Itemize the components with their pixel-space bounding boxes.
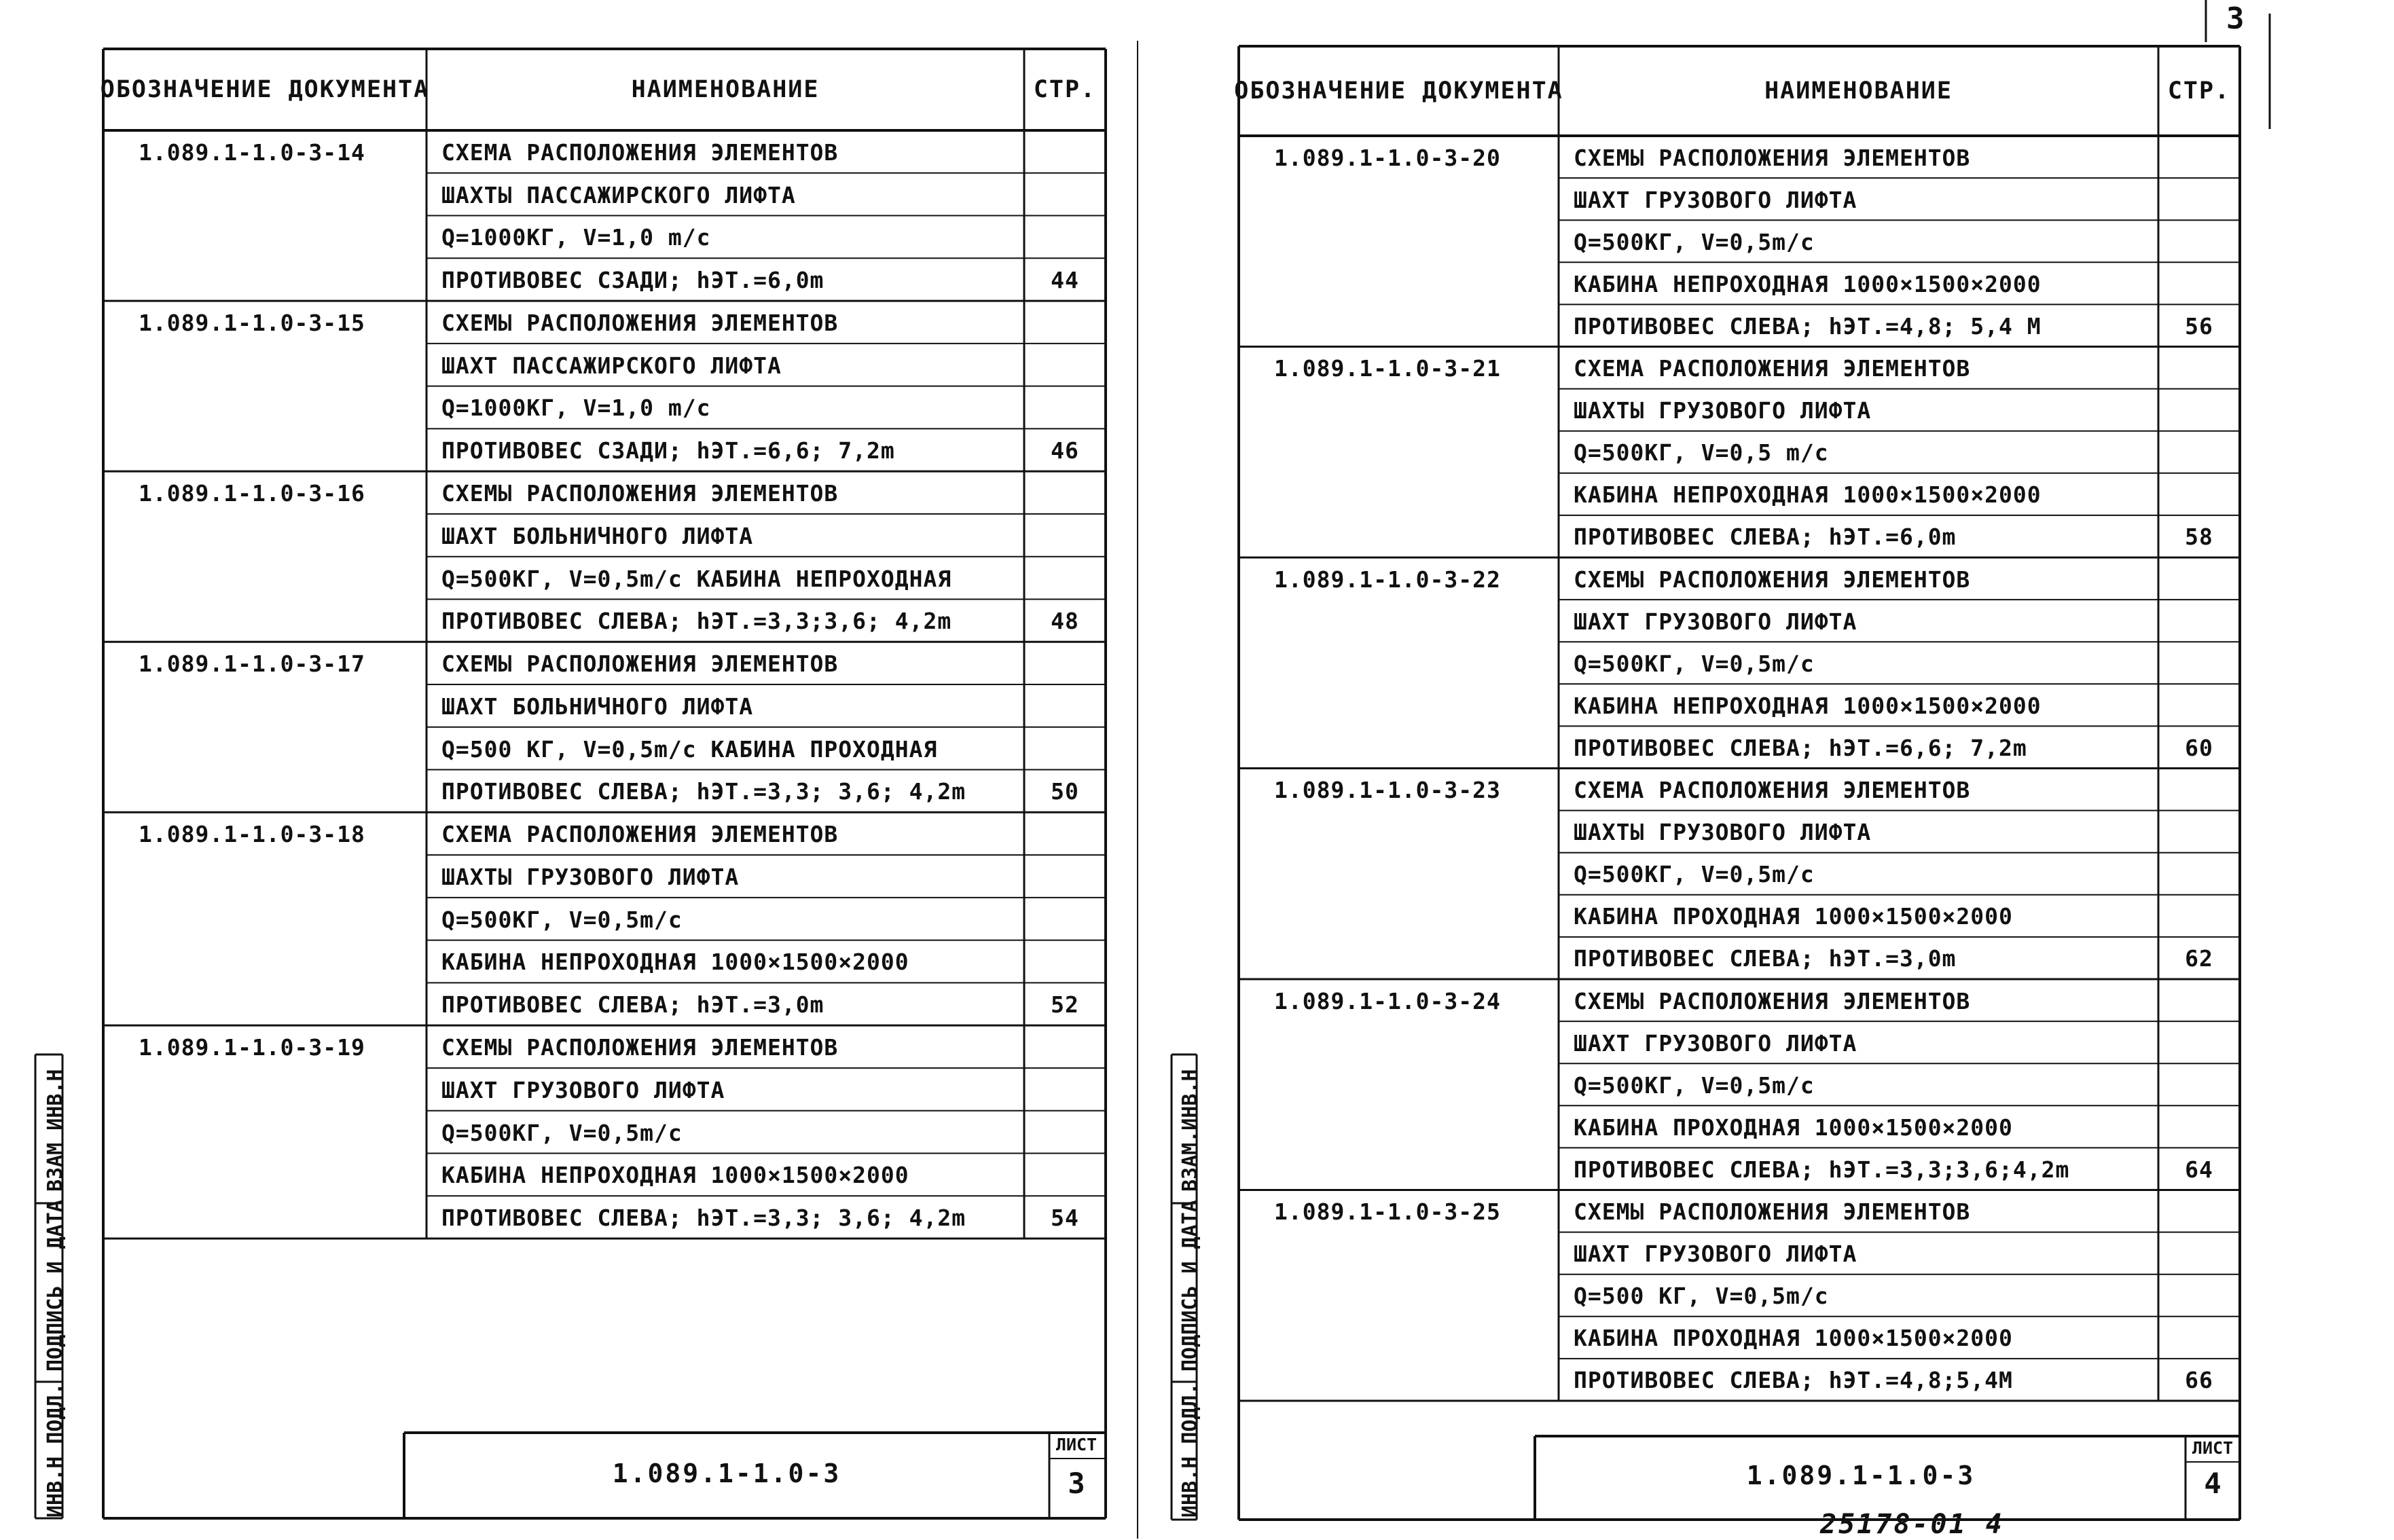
page-number-cell — [2158, 263, 2240, 304]
document-name-cell: ШАХТ БОЛЬНИЧНОГО ЛИФТА — [441, 522, 754, 549]
document-name-cell: КАБИНА НЕПРОХОДНАЯ 1000×1500×2000 — [1574, 481, 2042, 509]
document-code-cell — [1239, 1318, 1594, 1359]
document-code-cell — [1239, 601, 1594, 642]
document-name-cell: ПРОТИВОВЕС СЗАДИ; hЭТ.=6,6; 7,2m — [441, 437, 895, 464]
page-number-cell — [2158, 812, 2240, 853]
document-name-cell: СХЕМЫ РАСПОЛОЖЕНИЯ ЭЛЕМЕНТОВ — [1574, 1198, 1971, 1226]
left-sheet-number: 3 — [1068, 1467, 1085, 1500]
header-name: НАИМЕНОВАНИЕ — [631, 76, 820, 103]
document-name-cell: СХЕМА РАСПОЛОЖЕНИЯ ЭЛЕМЕНТОВ — [441, 139, 839, 166]
document-name-cell: ШАХТ ГРУЗОВОГО ЛИФТА — [1574, 186, 1857, 213]
page-number-cell — [2158, 1276, 2240, 1317]
document-code-cell — [1239, 1149, 1594, 1190]
document-name-cell: Q=500КГ, V=0,5m/c — [441, 906, 683, 933]
document-name-cell: ПРОТИВОВЕС СЗАДИ; hЭТ.=6,0m — [441, 267, 824, 294]
right-sheet-number: 4 — [2204, 1467, 2221, 1500]
document-name-cell: ПРОТИВОВЕС СЛЕВА; hЭТ.=3,3; 3,6; 4,2m — [441, 1205, 966, 1232]
document-code-cell — [1239, 812, 1594, 853]
document-name-cell: Q=500КГ, V=0,5m/c — [1574, 1071, 1815, 1099]
document-name-cell: СХЕМЫ РАСПОЛОЖЕНИЯ ЭЛЕМЕНТОВ — [1574, 566, 1971, 593]
document-code-cell: 1.089.1-1.0-3-16 — [139, 480, 365, 507]
header-page: СТР. — [1033, 76, 1097, 103]
page-number-cell — [2158, 390, 2240, 431]
page-number-cell: 50 — [1051, 778, 1079, 805]
page-number-cell — [2158, 179, 2240, 220]
page-number-cell — [2158, 433, 2240, 473]
left-side-label-vzam: ВЗАМ ИНВ.Н — [43, 1069, 67, 1192]
document-name-cell: ПРОТИВОВЕС СЛЕВА; hЭТ.=3,3;3,6; 4,2m — [441, 608, 952, 635]
page-number-cell: 54 — [1051, 1205, 1079, 1232]
page-number-cell — [2158, 1234, 2240, 1275]
document-code-cell — [1239, 433, 1594, 473]
header-page: СТР. — [2167, 77, 2231, 105]
page-number-cell: 48 — [1051, 608, 1079, 635]
document-name-cell: ПРОТИВОВЕС СЛЕВА; hЭТ.=3,3;3,6;4,2m — [1574, 1156, 2070, 1183]
page-number-cell: 58 — [2185, 524, 2213, 551]
page-number-cell — [2158, 685, 2240, 726]
page-number-cell — [2158, 137, 2240, 178]
document-name-cell: ПРОТИВОВЕС СЛЕВА; hЭТ.=6,0m — [1574, 524, 1957, 551]
header-designation: ОБОЗНАЧЕНИЕ ДОКУМЕНТА — [1234, 77, 1563, 105]
page-number-cell — [2158, 348, 2240, 389]
page-number-cell: 64 — [2185, 1156, 2213, 1183]
page-number-cell — [2158, 1107, 2240, 1148]
page-number-cell: 52 — [1051, 991, 1079, 1019]
document-code-cell: 1.089.1-1.0-3-20 — [1274, 144, 1501, 171]
document-name-cell: Q=500КГ, V=0,5 m/c — [1574, 439, 1829, 466]
document-name-cell: ПРОТИВОВЕС СЛЕВА; hЭТ.=6,6; 7,2m — [1574, 734, 2027, 761]
document-name-cell: ШАХТЫ ГРУЗОВОГО ЛИФТА — [441, 863, 740, 890]
header-designation: ОБОЗНАЧЕНИЕ ДОКУМЕНТА — [100, 76, 430, 103]
document-name-cell: Q=1000КГ, V=1,0 m/c — [441, 395, 711, 422]
page-number-cell — [2158, 1023, 2240, 1063]
left-side-label-inv: ИНВ.Н ПОДЛ. — [43, 1382, 67, 1518]
document-code-cell — [1239, 1065, 1594, 1105]
document-name-cell: ШАХТ БОЛЬНИЧНОГО ЛИФТА — [441, 693, 754, 720]
page-number-cell: 46 — [1051, 437, 1079, 464]
page-number-cell — [2158, 601, 2240, 642]
document-name-cell: ШАХТ ГРУЗОВОГО ЛИФТА — [1574, 608, 1857, 635]
document-code-cell — [1239, 306, 1594, 346]
document-code-cell: 1.089.1-1.0-3-22 — [1274, 566, 1501, 593]
page-number-cell: 56 — [2185, 312, 2213, 340]
document-name-cell: ШАХТ ГРУЗОВОГО ЛИФТА — [1574, 1241, 1857, 1268]
document-code-cell: 1.089.1-1.0-3-18 — [139, 821, 365, 848]
document-name-cell: СХЕМА РАСПОЛОЖЕНИЯ ЭЛЕМЕНТОВ — [1574, 777, 1971, 804]
document-code-cell — [1239, 1234, 1594, 1275]
page-number-cell — [2158, 1192, 2240, 1232]
document-name-cell: ШАХТ ГРУЗОВОГО ЛИФТА — [441, 1076, 725, 1103]
document-code-cell — [1239, 179, 1594, 220]
document-name-cell: Q=500 КГ, V=0,5m/c — [1574, 1283, 1829, 1310]
document-name-cell: Q=500КГ, V=0,5m/c — [1574, 861, 1815, 888]
document-code-cell — [1239, 263, 1594, 304]
document-name-cell: СХЕМЫ РАСПОЛОЖЕНИЯ ЭЛЕМЕНТОВ — [441, 1034, 839, 1061]
document-name-cell: КАБИНА ПРОХОДНАЯ 1000×1500×2000 — [1574, 1325, 2013, 1352]
left-stamp-code: 1.089.1-1.0-3 — [612, 1459, 841, 1488]
document-code-cell — [1239, 685, 1594, 726]
page-number-cell: 66 — [2185, 1367, 2213, 1394]
document-name-cell: ШАХТЫ ПАССАЖИРСКОГО ЛИФТА — [441, 181, 796, 208]
page-number-cell — [2158, 559, 2240, 600]
document-code-cell: 1.089.1-1.0-3-19 — [139, 1034, 365, 1061]
document-code-cell — [1239, 938, 1594, 979]
document-name-cell: КАБИНА ПРОХОДНАЯ 1000×1500×2000 — [1574, 903, 2013, 930]
document-name-cell: ПРОТИВОВЕС СЛЕВА; hЭТ.=4,8;5,4M — [1574, 1367, 2013, 1394]
right-side-label-inv: ИНВ.Н ПОДЛ. — [1178, 1382, 1202, 1518]
page-number-cell: 44 — [1051, 267, 1079, 294]
document-name-cell: КАБИНА НЕПРОХОДНАЯ 1000×1500×2000 — [1574, 692, 2042, 719]
page-number-cell — [2158, 854, 2240, 895]
document-name-cell: СХЕМЫ РАСПОЛОЖЕНИЯ ЭЛЕМЕНТОВ — [441, 309, 839, 336]
document-name-cell: Q=500КГ, V=0,5m/c КАБИНА НЕПРОХОДНАЯ — [441, 565, 952, 592]
document-code-cell — [1239, 854, 1594, 895]
document-code-cell: 1.089.1-1.0-3-25 — [1274, 1198, 1501, 1226]
document-name-cell: СХЕМА РАСПОЛОЖЕНИЯ ЭЛЕМЕНТОВ — [1574, 355, 1971, 382]
page-number-cell — [2158, 643, 2240, 684]
document-code-cell: 1.089.1-1.0-3-24 — [1274, 987, 1501, 1014]
document-name-cell: СХЕМЫ РАСПОЛОЖЕНИЯ ЭЛЕМЕНТОВ — [1574, 144, 1971, 171]
document-code-cell: 1.089.1-1.0-3-23 — [1274, 777, 1501, 804]
document-name-cell: ПРОТИВОВЕС СЛЕВА; hЭТ.=3,3; 3,6; 4,2m — [441, 778, 966, 805]
document-name-cell: Q=500 КГ, V=0,5m/c КАБИНА ПРОХОДНАЯ — [441, 735, 938, 763]
page-number-cell: 62 — [2185, 945, 2213, 972]
page-number-cell — [2158, 475, 2240, 515]
document-name-cell: СХЕМА РАСПОЛОЖЕНИЯ ЭЛЕМЕНТОВ — [441, 821, 839, 848]
right-side-label-vzam: ВЗАМ.ИНВ.Н — [1178, 1069, 1202, 1192]
document-name-cell: СХЕМЫ РАСПОЛОЖЕНИЯ ЭЛЕМЕНТОВ — [441, 480, 839, 507]
document-code-cell — [1239, 221, 1594, 262]
document-name-cell: ШАХТ ГРУЗОВОГО ЛИФТА — [1574, 1029, 1857, 1057]
document-name-cell: ШАХТЫ ГРУЗОВОГО ЛИФТА — [1574, 819, 1872, 846]
document-name-cell: СХЕМЫ РАСПОЛОЖЕНИЯ ЭЛЕМЕНТОВ — [1574, 987, 1971, 1014]
document-name-cell: ПРОТИВОВЕС СЛЕВА; hЭТ.=4,8; 5,4 M — [1574, 312, 2042, 340]
document-code-cell — [1239, 517, 1594, 557]
document-name-cell: КАБИНА НЕПРОХОДНАЯ 1000×1500×2000 — [441, 1162, 909, 1189]
document-name-cell: СХЕМЫ РАСПОЛОЖЕНИЯ ЭЛЕМЕНТОВ — [441, 650, 839, 678]
document-name-cell: КАБИНА ПРОХОДНАЯ 1000×1500×2000 — [1574, 1114, 2013, 1141]
page-number-cell — [2158, 980, 2240, 1021]
document-code-cell — [1239, 1276, 1594, 1317]
document-name-cell: КАБИНА НЕПРОХОДНАЯ 1000×1500×2000 — [1574, 270, 2042, 297]
page-number-cell — [2158, 1318, 2240, 1359]
right-stamp-code: 1.089.1-1.0-3 — [1746, 1460, 1976, 1490]
left-sheet-label: ЛИСТ — [1055, 1435, 1098, 1454]
document-code-cell: 1.089.1-1.0-3-17 — [139, 650, 365, 678]
page-number-cell — [2158, 221, 2240, 262]
page-number-cell — [2158, 770, 2240, 811]
page-number-cell — [2158, 1065, 2240, 1105]
document-code-cell — [1239, 1360, 1594, 1401]
document-name-cell: Q=500КГ, V=0,5m/c — [1574, 650, 1815, 677]
document-name-cell: КАБИНА НЕПРОХОДНАЯ 1000×1500×2000 — [441, 949, 909, 976]
document-name-cell: Q=500КГ, V=0,5m/c — [441, 1119, 683, 1146]
right-side-label-sign: ПОДПИСЬ И ДАТА — [1178, 1200, 1202, 1372]
document-code-cell — [1239, 727, 1594, 768]
document-code-cell — [1239, 1107, 1594, 1148]
document-name-cell: ПРОТИВОВЕС СЛЕВА; hЭТ.=3,0m — [1574, 945, 1957, 972]
document-code-cell — [1239, 896, 1594, 937]
document-code-cell: 1.089.1-1.0-3-15 — [139, 309, 365, 336]
document-code-cell — [1239, 1023, 1594, 1063]
document-name-cell: Q=500КГ, V=0,5m/c — [1574, 228, 1815, 255]
document-name-cell: Q=1000КГ, V=1,0 m/c — [441, 224, 711, 251]
document-name-cell: ШАХТ ПАССАЖИРСКОГО ЛИФТА — [441, 352, 782, 379]
bottom-archive-code: 25178-01 4 — [1820, 1509, 2004, 1540]
header-name: НАИМЕНОВАНИЕ — [1764, 77, 1953, 105]
document-code-cell — [1239, 475, 1594, 515]
document-name-cell: ШАХТЫ ГРУЗОВОГО ЛИФТА — [1574, 397, 1872, 424]
corner-page-number: 3 — [2226, 1, 2245, 36]
document-code-cell — [1239, 643, 1594, 684]
document-code-cell: 1.089.1-1.0-3-21 — [1274, 355, 1501, 382]
left-side-label-sign: ПОДПИСЬ И ДАТА — [43, 1200, 67, 1372]
right-sheet-label: ЛИСТ — [2192, 1438, 2234, 1458]
page-number-cell — [2158, 896, 2240, 937]
page-number-cell: 60 — [2185, 734, 2213, 761]
document-code-cell: 1.089.1-1.0-3-14 — [139, 139, 365, 166]
document-name-cell: ПРОТИВОВЕС СЛЕВА; hЭТ.=3,0m — [441, 991, 824, 1019]
document-code-cell — [1239, 390, 1594, 431]
